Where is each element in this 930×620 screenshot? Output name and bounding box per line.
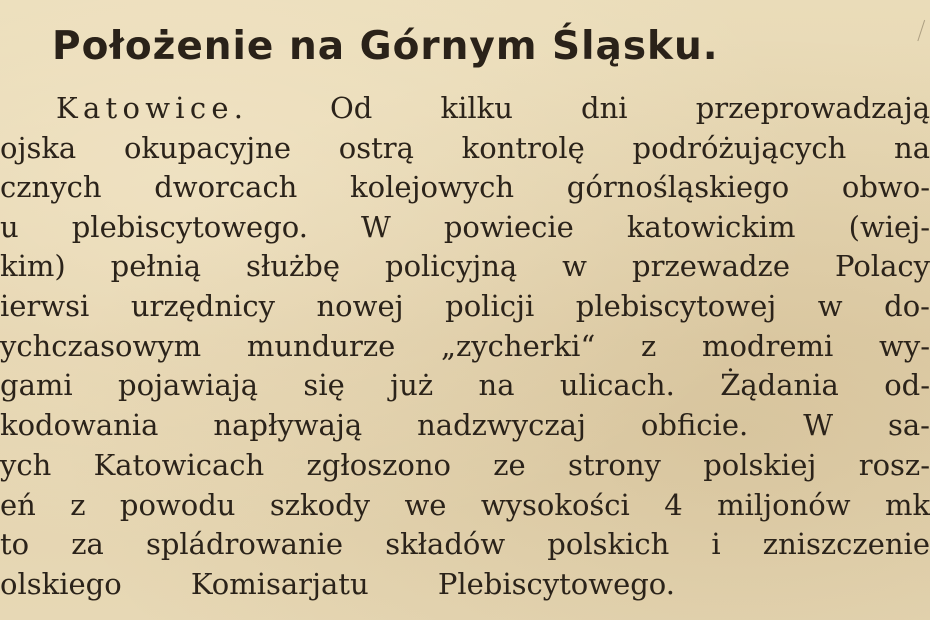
article-line: Od kilku dni przeprowadzają (330, 91, 930, 125)
article-line: kim) pełnią służbę policyjną w przewadze Polacy (0, 249, 930, 283)
article-line: to za spládrowanie składów polskich i zniszczenie (0, 527, 930, 561)
article-line: kodowania napływają nadzwyczaj obficie. W sa- (0, 408, 930, 442)
article-line: olskiego Komisarjatu Plebiscytowego. (0, 567, 675, 601)
article-dateline: Katowice. (56, 91, 249, 125)
article-line: ychczasowym mundurze „zycherki“ z modremi wy- (0, 329, 930, 363)
article-headline: Położenie na Górnym Śląsku. (52, 24, 719, 69)
article-line: eń z powodu szkody we wysokości 4 miljonów mk (0, 488, 930, 522)
article-line: cznych dworcach kolejowych górnośląskiego obwo- (0, 170, 930, 204)
paper-crease-mark (908, 17, 925, 41)
article-line: u plebiscytowego. W powiecie katowickim (wiej- (0, 210, 930, 244)
article-line: gami pojawiają się już na ulicach. Żądania od- (0, 368, 930, 402)
article-line: ojska okupacyjne ostrą kontrolę podróżujących na (0, 131, 930, 165)
article-line: ierwsi urzędnicy nowej policji plebiscytowej w do- (0, 289, 930, 323)
article-line: ych Katowicach zgłoszono ze strony polskiej rosz- (0, 448, 930, 482)
